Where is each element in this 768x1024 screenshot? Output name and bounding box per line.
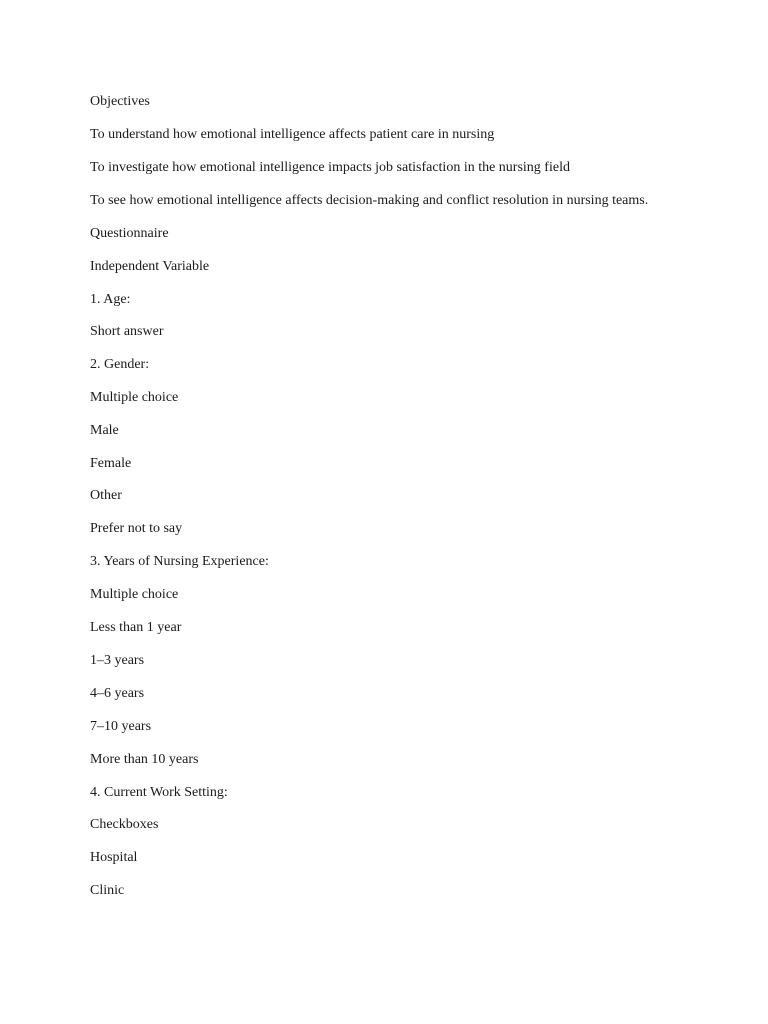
answer-option: More than 10 years: [90, 752, 199, 767]
answer-option: Hospital: [90, 850, 138, 865]
question-label: 4. Current Work Setting:: [90, 785, 228, 800]
answer-option: Other: [90, 488, 122, 503]
answer-option: 1–3 years: [90, 653, 145, 668]
question-type: Short answer: [90, 324, 164, 339]
objective-item: To investigate how emotional intelligence impacts job satisfaction in the nursing field: [90, 160, 570, 175]
answer-option: Male: [90, 423, 119, 438]
answer-option: Female: [90, 456, 132, 471]
objective-item: To understand how emotional intelligence affects patient care in nursing: [90, 127, 495, 142]
answer-option: Less than 1 year: [90, 620, 182, 635]
answer-option: 4–6 years: [90, 686, 145, 701]
objectives-heading: Objectives: [90, 94, 150, 109]
questionnaire-heading: Questionnaire: [90, 226, 169, 241]
answer-option: 7–10 years: [90, 719, 152, 734]
question-label: 2. Gender:: [90, 357, 150, 372]
question-type: Multiple choice: [90, 390, 179, 405]
variable-heading: Independent Variable: [90, 259, 210, 274]
objective-item: To see how emotional intelligence affects decision-making and conflict resolution in nursing teams.: [90, 193, 649, 208]
answer-option: Prefer not to say: [90, 521, 183, 536]
question-label: 3. Years of Nursing Experience:: [90, 554, 269, 569]
question-label: 1. Age:: [90, 292, 131, 307]
answer-option: Clinic: [90, 883, 125, 898]
question-type: Multiple choice: [90, 587, 179, 602]
question-type: Checkboxes: [90, 817, 159, 832]
